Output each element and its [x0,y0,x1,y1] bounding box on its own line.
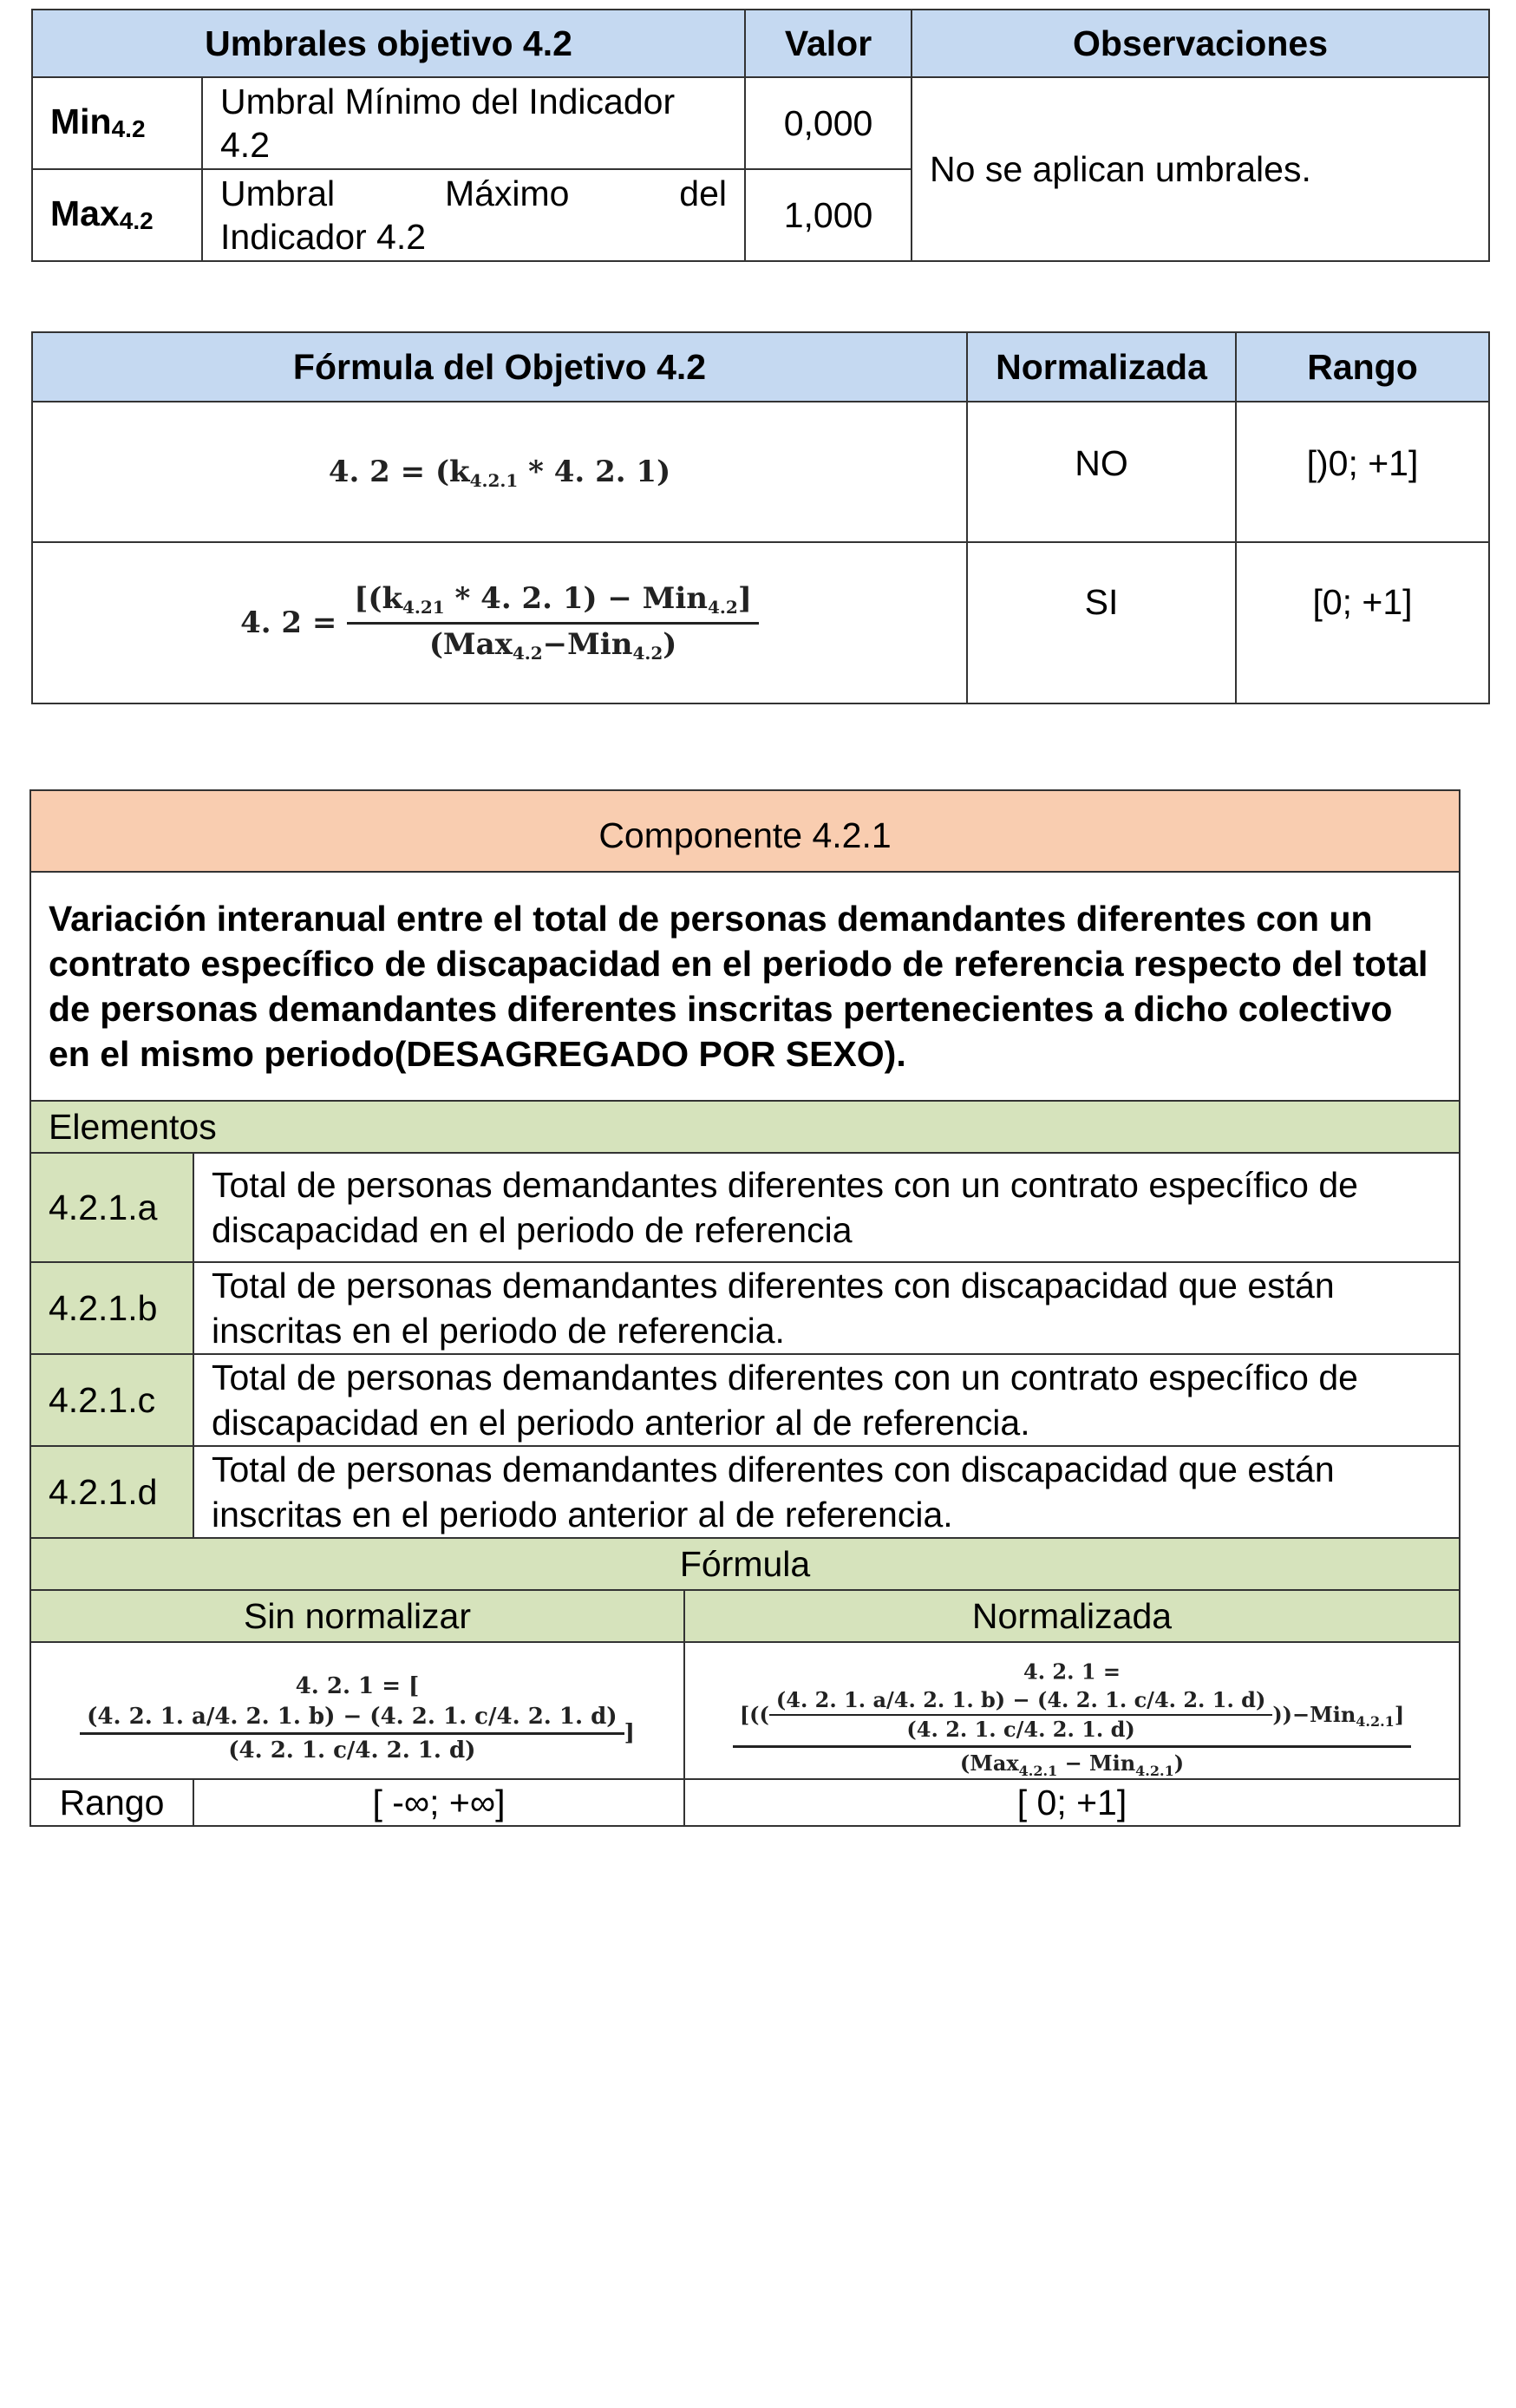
element-code: 4.2.1.b [30,1262,193,1354]
rango-header: Rango [1236,332,1489,402]
min-value: 0,000 [745,77,912,169]
formula-label: Fórmula [30,1538,1460,1590]
normalizada-si: SI [967,542,1236,703]
formula-objetivo-table [31,331,1490,704]
rango-si: [0; +1] [1236,542,1489,703]
normalizada-label: Normalizada [684,1590,1460,1642]
componente-title: Componente 4.2.1 [30,790,1460,872]
formula-normalizada: 4. 2. 1 = [(( $\frac{(4. 2. 1. a/4. 2. 1. b) - (4. 2. 1. c/4. 2. 1. d)}{(4. 2. 1. c/4. 2. 1. d)}$ ))−Min$_{4.2.1}$] (Max$_{4.2.1}$ − Min$_{4.2.1}$) [684,1642,1460,1779]
normalizada-no: NO [967,402,1236,542]
sin-normalizar-label: Sin normalizar [30,1590,684,1642]
normalizada-header: Normalizada [967,332,1236,402]
element-code: 4.2.1.d [30,1446,193,1538]
formula-not-normalized: 4. $2 = (k_{4.2.1} * 4$. 2. 1) [32,402,967,542]
umbrales-header: Umbrales objetivo 4.2 [32,10,745,77]
max-value: 1,000 [745,169,912,261]
element-code: 4.2.1.c [30,1354,193,1446]
observation-text: No se aplican umbrales. [912,77,1489,261]
rango-normalizada: [ 0; +1] [684,1779,1460,1826]
formula-header: Fórmula del Objetivo 4.2 [32,332,967,402]
rango-sin-normalizar: [ -∞; +∞] [193,1779,684,1826]
componente-table [29,789,1460,1827]
max-description: Umbral Máximo del Indicador 4.2 [202,169,745,261]
element-text: Total de personas demandantes diferentes con un contrato específico de discapacidad en el periodo anterior al de referencia. [193,1354,1460,1446]
element-code: 4.2.1.a [30,1153,193,1262]
valor-header: Valor [745,10,912,77]
rango-no: [)0; +1] [1236,402,1489,542]
elementos-label: Elementos [30,1101,1460,1153]
element-text: Total de personas demandantes diferentes con discapacidad que están inscritas en el periodo anterior al de referencia. [193,1446,1460,1538]
element-text: Total de personas demandantes diferentes con discapacidad que están inscritas en el periodo de referencia. [193,1262,1460,1354]
componente-description: Variación interanual entre el total de personas demandantes diferentes con un contrato específico de discapacidad en el periodo de referencia respecto del total de personas demandantes diferentes inscritas pertenecientes a dicho colectivo en el mismo periodo(DESAGREGADO POR SEXO). [30,872,1460,1101]
element-text: Total de personas demandantes diferentes con un contrato específico de discapacidad en el periodo de referencia [193,1153,1460,1262]
umbrales-table [31,9,1490,262]
observaciones-header: Observaciones [912,10,1489,77]
min-code: Min$_{4.2}$ [32,77,202,169]
min-description: Umbral Mínimo del Indicador 4.2 [202,77,745,169]
formula-normalized: 4. 2 = $\frac{[(k_{4.21} * 4. 2. 1) - Min_{4.2}]}{(Max_{4.2}-Min_{4.2})}$ [32,542,967,703]
rango-label: Rango [30,1779,193,1826]
formula-sin-normalizar: 4. 2. 1 = [ $\frac{(4. 2. 1. a/4. 2. 1. b) - (4. 2. 1. c/4. 2. 1. d)}{(4. 2. 1. c/4. 2. 1. d)}$ ] [30,1642,684,1779]
max-code: Max$_{4.2}$ [32,169,202,261]
